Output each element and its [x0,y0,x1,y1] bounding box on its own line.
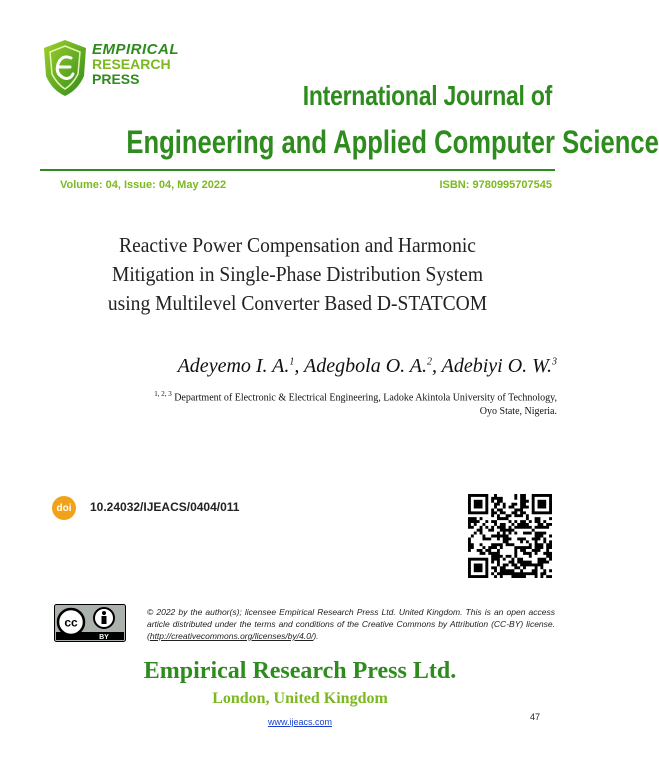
journal-title-line-1: International Journal of [302,80,552,111]
volume-info: Volume: 04, Issue: 04, May 2022 [60,179,227,191]
paper-title-line: using Multilevel Converter Based D-STATCOM [107,291,488,315]
logo-wordmark [92,42,179,87]
website-link[interactable]: www.ijeacs.com [267,717,332,727]
affiliation-line-2: Oyo State, Nigeria. [479,406,557,418]
affiliation-line-1: Department of Electronic & Electrical Engineering, Ladoke Akintola University of Technology, [174,392,557,404]
shield-e-icon [40,38,90,98]
isbn: ISBN: 9780995707545 [439,179,552,191]
paper-title-line: Mitigation in Single-Phase Distribution System [111,262,484,286]
cc-by-badge[interactable] [54,604,126,642]
author-name: Adeyemo I. A. [177,355,290,377]
paper-title [58,231,537,318]
author-sup: 3 [552,356,557,368]
logo-line-3: PRESS [92,71,140,87]
author-name: Adebiyi O. W. [441,355,552,377]
publisher-logo [40,38,179,100]
journal-title-line-2: Engineering and Applied Computer Science [126,124,659,160]
affiliation-sup: 1, 2, 3 [154,390,172,398]
author-sup: 2 [427,356,432,368]
license-text [147,606,555,642]
doi-link[interactable]: 10.24032/IJEACS/0404/011 [90,500,240,514]
license-link[interactable]: http://creativecommons.org/licenses/by/4.0/ [149,631,314,641]
doi-icon: doi [52,496,76,520]
logo-line-2: RESEARCH [92,56,171,72]
author-name: Adegbola O. A. [304,355,427,377]
page-number: 47 [530,712,541,722]
logo-line-1: EMPIRICAL [92,41,179,58]
license-body: © 2022 by the author(s); licensee Empirical Research Press Ltd. United Kingdom. This is an open access article distributed under the terms and conditions of the Creative Commons by Attribution (CC-BY) license. ( [147,607,555,641]
affiliation [60,387,557,419]
cc-badge-right-text: BY [99,634,109,641]
author-sup: 1 [289,356,295,368]
author-list: Adeyemo I. A.$^1$, Adegbola O. A.$^2$, Adebiyi O. W.$^3$ [177,355,557,377]
publisher-name: Empirical Research Press Ltd. [143,658,457,684]
publisher-location: London, United Kingdom [212,690,388,707]
qr-code-icon [468,494,552,578]
license-tail: ). [313,631,319,641]
paper-title-line: Reactive Power Compensation and Harmonic [119,233,476,257]
header-divider [40,169,555,171]
cc-badge-left-text: cc [64,615,78,630]
